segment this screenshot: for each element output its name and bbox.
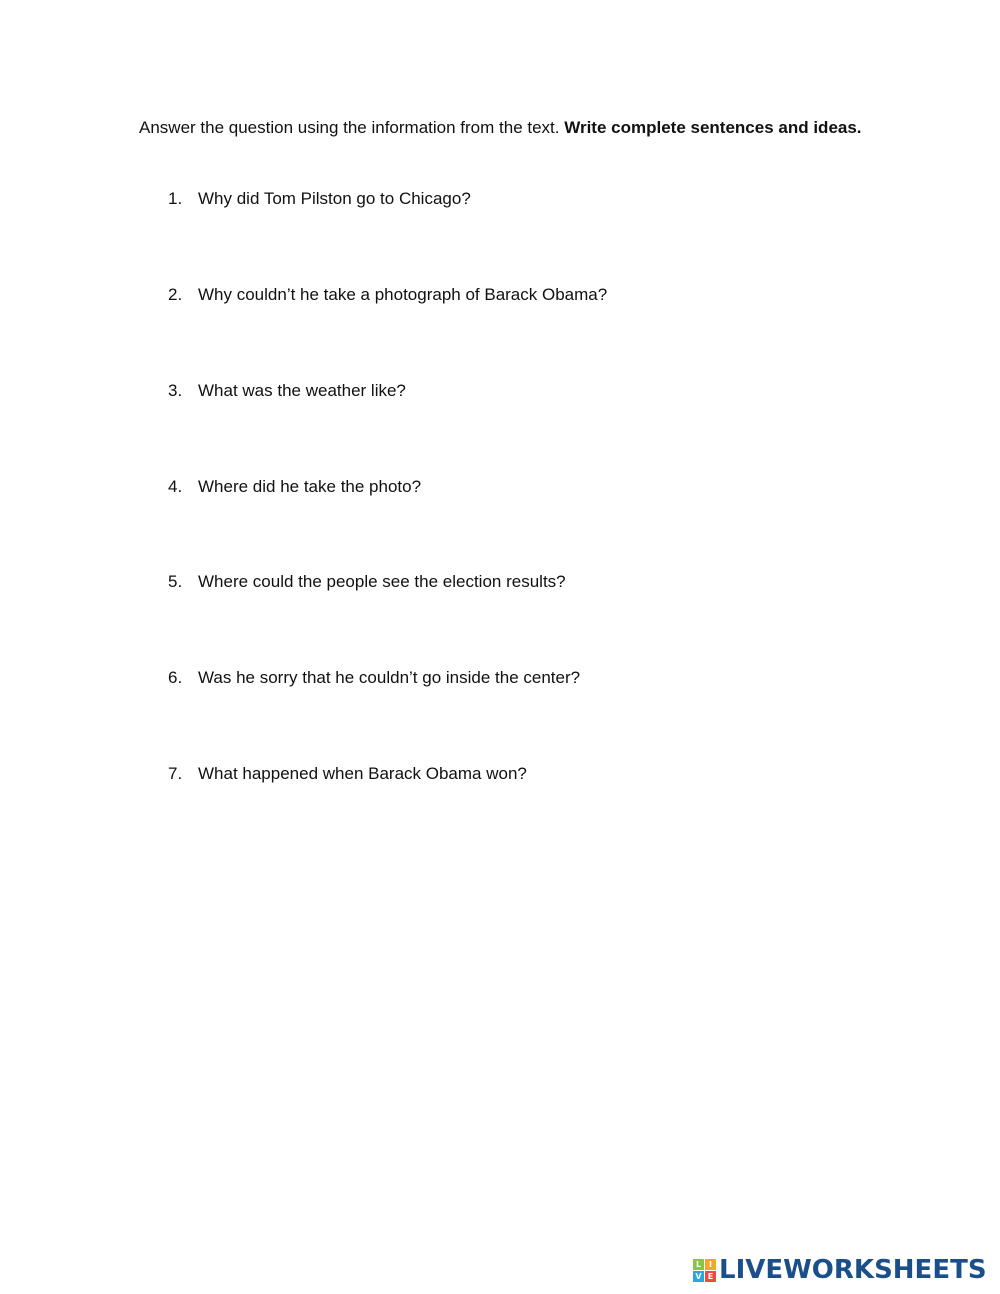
question-item xyxy=(168,475,868,499)
question-text: Where could the people see the election results? xyxy=(198,572,566,591)
logo-letter: V xyxy=(693,1271,704,1282)
question-item xyxy=(168,570,868,594)
instructions-bold-text: Write complete sentences and ideas. xyxy=(564,118,862,137)
question-item xyxy=(168,283,868,307)
logo-letter: E xyxy=(705,1271,716,1282)
question-text: Why couldn’t he take a photograph of Barack Obama? xyxy=(198,285,608,304)
question-item xyxy=(168,379,868,403)
instructions xyxy=(139,116,864,140)
question-number: 5. xyxy=(168,572,183,591)
question-text: Where did he take the photo? xyxy=(198,477,422,496)
logo-letter: L xyxy=(693,1259,704,1270)
question-number: 4. xyxy=(168,477,183,496)
question-item xyxy=(168,187,868,211)
question-number: 2. xyxy=(168,285,183,304)
question-text: What was the weather like? xyxy=(198,381,406,400)
question-number: 1. xyxy=(168,189,183,208)
question-number: 6. xyxy=(168,668,183,687)
brand-name: LIVEWORKSHEETS xyxy=(719,1255,987,1285)
question-number: 7. xyxy=(168,764,183,783)
question-text: What happened when Barack Obama won? xyxy=(198,764,527,783)
question-item xyxy=(168,666,868,690)
liveworksheets-logo-icon xyxy=(693,1259,716,1282)
question-text: Was he sorry that he couldn’t go inside the center? xyxy=(198,668,581,687)
question-item xyxy=(168,762,868,786)
instructions-text: Answer the question using the information from the text. xyxy=(139,118,565,137)
liveworksheets-brand[interactable] xyxy=(693,1256,987,1284)
logo-letter: I xyxy=(705,1259,716,1270)
question-text: Why did Tom Pilston go to Chicago? xyxy=(198,189,471,208)
question-number: 3. xyxy=(168,381,183,400)
